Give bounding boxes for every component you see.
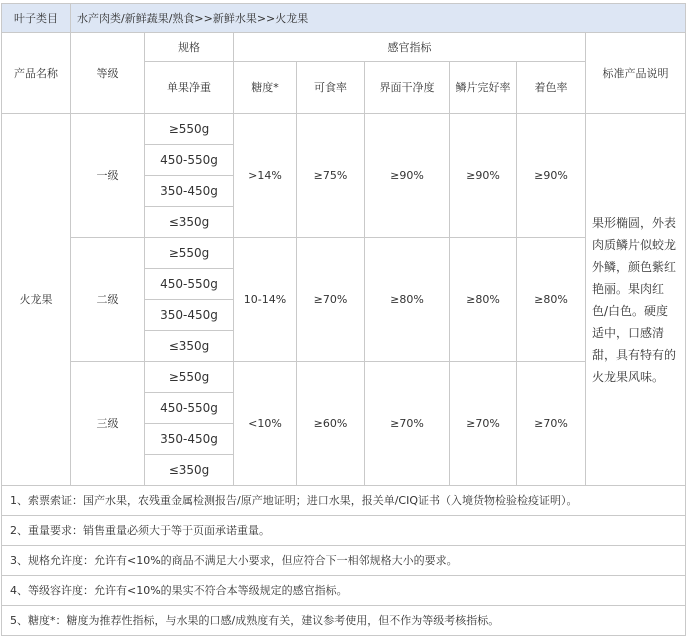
note-item: 1、索票索证：国产水果，农残重金属检测报告/原产地证明；进口水果，报关单/CIQ证书（入境货物检验检疫证明）。 [2, 486, 686, 516]
header-row-1 [2, 33, 686, 62]
scale-cell: ≥90% [450, 114, 517, 238]
header-edible-rate: 可食率 [297, 62, 365, 114]
header-surface-clean: 界面干净度 [365, 62, 450, 114]
scale-cell: ≥80% [450, 238, 517, 362]
grade-cell: 三级 [71, 362, 145, 486]
spec-sheet [1, 3, 685, 636]
weight-cell: ≤350g [145, 455, 234, 486]
scale-cell: ≥70% [450, 362, 517, 486]
category-row [2, 4, 686, 33]
header-standard-desc: 标准产品说明 [586, 33, 686, 114]
note-row [2, 516, 686, 546]
color-cell: ≥70% [517, 362, 586, 486]
weight-cell: ≥550g [145, 114, 234, 145]
table-row [2, 238, 686, 269]
weight-cell: 350-450g [145, 176, 234, 207]
weight-cell: ≤350g [145, 331, 234, 362]
note-row [2, 606, 686, 636]
header-single-weight: 单果净重 [145, 62, 234, 114]
weight-cell: 350-450g [145, 424, 234, 455]
note-item: 4、等级容许度：允许有<10%的果实不符合本等级规定的感官指标。 [2, 576, 686, 606]
header-spec: 规格 [145, 33, 234, 62]
clean-cell: ≥80% [365, 238, 450, 362]
edible-cell: ≥75% [297, 114, 365, 238]
table-row [2, 114, 686, 145]
note-item: 3、规格允许度：允许有<10%的商品不满足大小要求，但应符合下一相邻规格大小的要求。 [2, 546, 686, 576]
product-name-cell: 火龙果 [2, 114, 71, 486]
weight-cell: 450-550g [145, 269, 234, 300]
sugar-cell: 10-14% [234, 238, 297, 362]
standard-description: 果形椭圆，外表肉质鳞片似蛟龙外鳞，颜色紫红艳丽。果肉红色/白色。硬度适中，口感清甜，具有特有的火龙果风味。 [586, 114, 686, 486]
edible-cell: ≥70% [297, 238, 365, 362]
note-row [2, 546, 686, 576]
weight-cell: ≥550g [145, 238, 234, 269]
note-item: 2、重量要求：销售重量必须大于等于页面承诺重量。 [2, 516, 686, 546]
sugar-cell: >14% [234, 114, 297, 238]
header-coloring: 着色率 [517, 62, 586, 114]
sugar-cell: <10% [234, 362, 297, 486]
header-sugar: 糖度* [234, 62, 297, 114]
note-row [2, 576, 686, 606]
color-cell: ≥80% [517, 238, 586, 362]
color-cell: ≥90% [517, 114, 586, 238]
header-sensory: 感官指标 [234, 33, 586, 62]
header-scale-intact [450, 62, 517, 114]
category-label: 叶子类目 [2, 4, 71, 33]
weight-cell: 350-450g [145, 300, 234, 331]
header-product-name: 产品名称 [2, 33, 71, 114]
standard-table [1, 3, 686, 636]
clean-cell: ≥70% [365, 362, 450, 486]
grade-cell: 一级 [71, 114, 145, 238]
grade-cell: 二级 [71, 238, 145, 362]
weight-cell: ≤350g [145, 207, 234, 238]
header-scale-intact-text: 鳞片完好率 [455, 81, 511, 94]
category-path: 水产肉类/新鲜蔬果/熟食>>新鲜水果>>火龙果 [71, 4, 686, 33]
note-row [2, 486, 686, 516]
edible-cell: ≥60% [297, 362, 365, 486]
note-item: 5、糖度*：糖度为推荐性指标，与水果的口感/成熟度有关，建议参考使用，但不作为等级考核指标。 [2, 606, 686, 636]
clean-cell: ≥90% [365, 114, 450, 238]
weight-cell: 450-550g [145, 145, 234, 176]
table-row [2, 362, 686, 393]
weight-cell: ≥550g [145, 362, 234, 393]
weight-cell: 450-550g [145, 393, 234, 424]
header-grade: 等级 [71, 33, 145, 114]
